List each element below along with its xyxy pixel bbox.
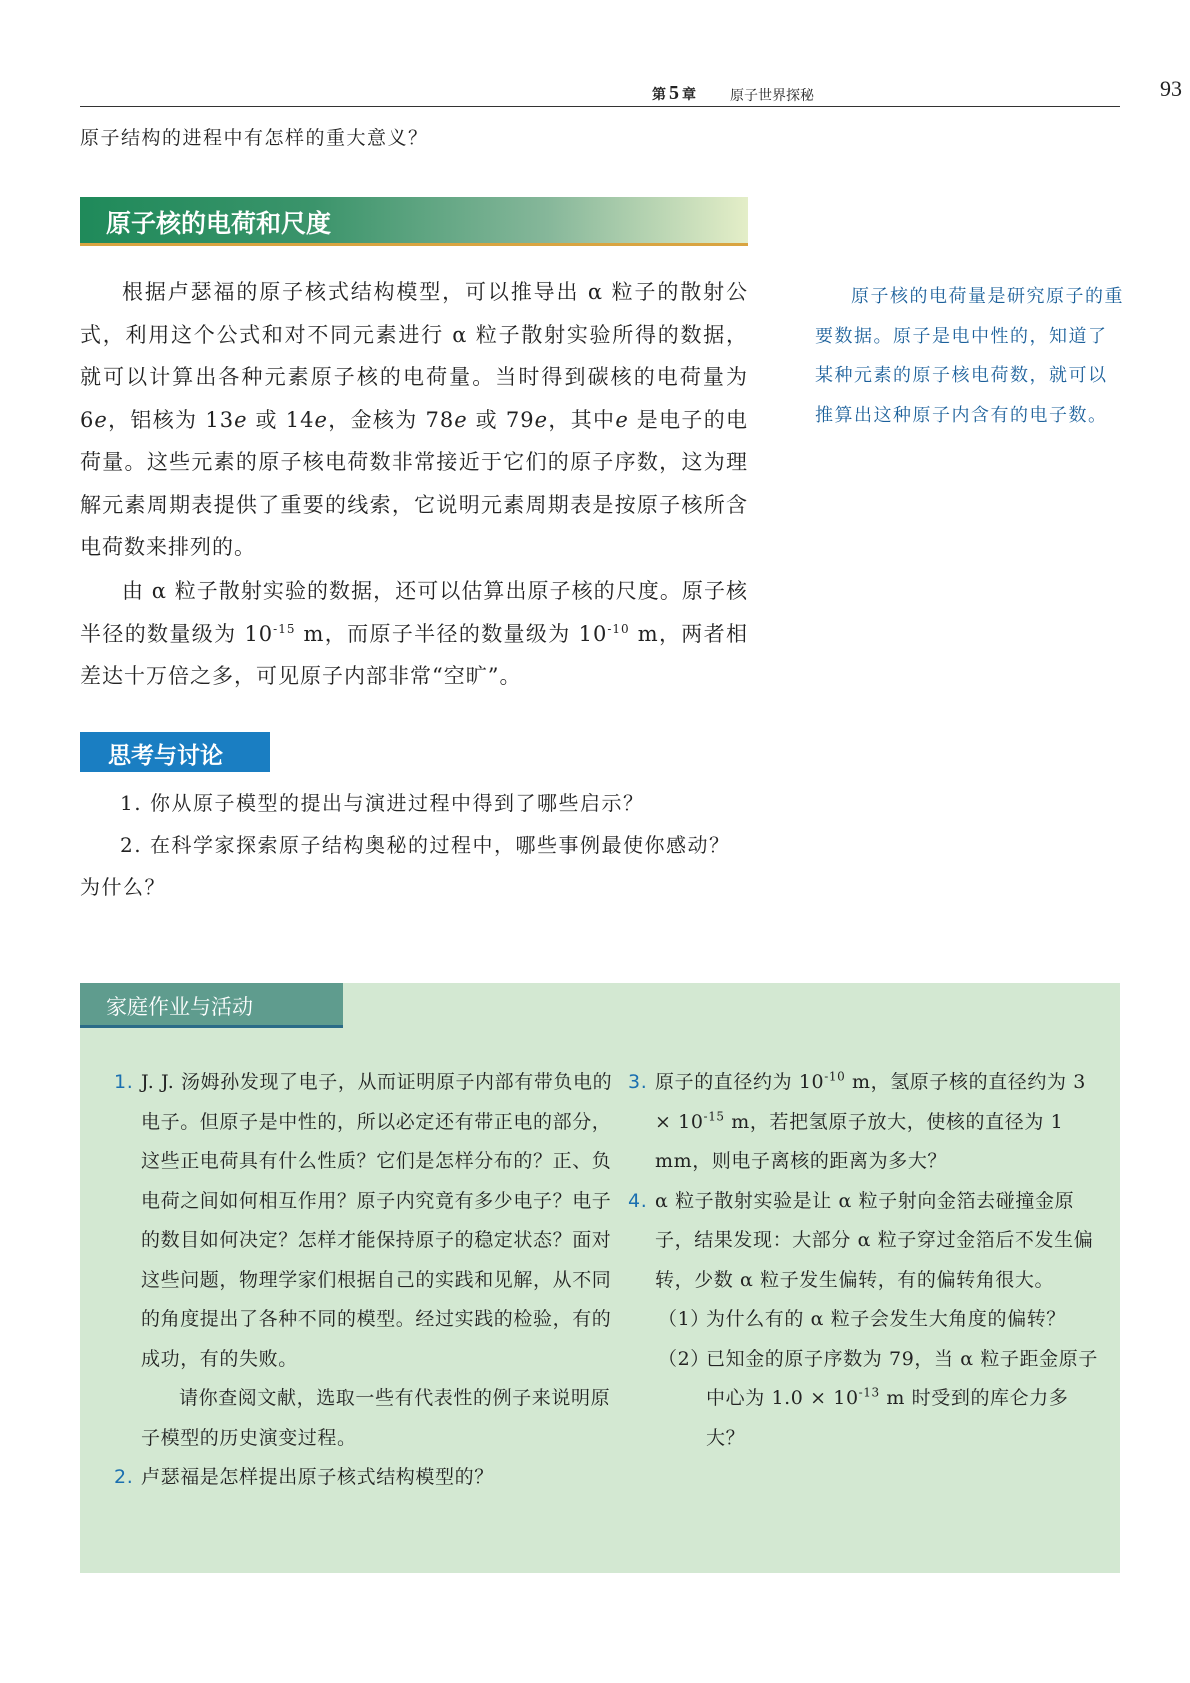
exponent-2: -10	[607, 621, 630, 636]
item-number: 4.	[628, 1189, 648, 1212]
item-number: 1.	[114, 1071, 134, 1093]
item3-text-b: m，氢原子核的直径约为 3 × 10	[655, 1071, 1086, 1133]
chapter-prefix: 第	[652, 86, 666, 102]
section-heading-bar	[80, 197, 748, 246]
discussion-question-2: 2. 在科学家探索原子结构奥秘的过程中，哪些事例最使你感动？为什么？	[80, 833, 731, 899]
exponent: -10	[824, 1069, 846, 1084]
homework-item-1-extra: 请你查阅文献，选取一些有代表性的例子来说明原子模型的历史演变过程。	[141, 1387, 611, 1449]
para1-e-1: e	[94, 407, 108, 432]
discussion-heading-bar	[80, 732, 270, 772]
exponent: -15	[703, 1109, 725, 1124]
subitem-number: （1）	[658, 1308, 710, 1330]
body-paragraph-2	[80, 570, 748, 698]
homework-left-column	[114, 1063, 614, 1498]
item3-text-c: m，若把氢原子放大，使核的直径为 1 mm，则电子离核的距离为多大？	[655, 1110, 1064, 1172]
homework-item-1-text: J. J. 汤姆孙发现了电子，从而证明原子内部有带负电的电子。但原子是中性的，所以必定还有带正电的部分，这些正电荷具有什么性质？它们是怎样分布的？正、负电荷之间如何相互作用？原子内究竟有多少电子？电子的数目如何决定？怎样才能保持原子的稳定状态？面对这些问题，物理学家们根据自己的实践和见解，从不同的角度提出了各种不同的模型。经过实践的检验，有的成功，有的失败。	[141, 1071, 613, 1370]
homework-right-column	[628, 1063, 1098, 1458]
para1-text-d: ，金核为 78	[327, 407, 455, 432]
para1-text-b: ，铝核为 13	[107, 407, 235, 432]
page-number: 93	[1160, 76, 1182, 101]
homework-subitem-1	[628, 1300, 1098, 1340]
exponent-1: -15	[273, 621, 296, 636]
homework-box	[80, 983, 1120, 1573]
discussion-title: 思考与讨论	[108, 743, 223, 769]
subitem-number: （2）	[658, 1347, 710, 1370]
homework-subitem-2	[628, 1340, 1098, 1459]
para1-text-f: 或 79	[467, 407, 535, 432]
discussion-question-1: 1. 你从原子模型的提出与演进过程中得到了哪些启示？	[120, 791, 645, 815]
para1-e-3: e	[314, 407, 328, 432]
homework-title: 家庭作业与活动	[106, 995, 253, 1019]
chapter-number: 5	[669, 82, 679, 104]
homework-item-2-text: 卢瑟福是怎样提出原子核式结构模型的？	[141, 1466, 494, 1488]
para1-e-4: e	[454, 407, 468, 432]
homework-item-1	[114, 1063, 614, 1458]
item3-text-a: 原子的直径约为 10	[655, 1071, 825, 1093]
para2-text-a: 由 α 粒子散射实验的数据，还可以估算出原子核的尺度。原子核半径的数量级为 10	[80, 579, 748, 646]
homework-item-4-text: α 粒子散射实验是让 α 粒子射向金箔去碰撞金原子，结果发现：大部分 α 粒子穿过金箔后不发生偏转，少数 α 粒子发生偏转，有的偏转角很大。	[655, 1189, 1094, 1291]
para2-text-b: m，而原子半径的数量级为 10	[295, 621, 608, 646]
para2-text-c: m，两者相差达十万倍之多，可见原子内部非常“空旷”。	[80, 621, 748, 688]
para1-text-h: 是电子的电荷量。这些元素的原子核电荷数非常接近于它们的原子序数，这为理解元素周期表提供了重要的线索，它说明元素周期表是按原子核所含电荷数来排列的。	[80, 407, 749, 559]
sub2-text-a: 已知金的原子序数为 79，当 α 粒子距金原子中心为 1.0 × 10	[706, 1347, 1098, 1409]
chapter-suffix: 章	[682, 86, 696, 102]
para1-text-a: 根据卢瑟福的原子核式结构模型，可以推导出 α 粒子的散射公式，利用这个公式和对不同元素进行 α 粒子散射实验所得的数据，就可以计算出各种元素原子核的电荷量。当时得到碳核的电荷量为 6	[80, 280, 748, 432]
homework-item-3-text	[655, 1063, 1098, 1182]
body-paragraph-1	[80, 271, 748, 569]
homework-item-3	[628, 1063, 1098, 1182]
intro-line: 原子结构的进程中有怎样的重大意义？	[80, 127, 429, 149]
para1-text-g: ，其中	[548, 407, 616, 432]
homework-item-4	[628, 1182, 1098, 1301]
para1-e-5: e	[534, 407, 549, 432]
chapter-title: 原子世界探秘	[730, 87, 814, 103]
homework-subitem-1-text: 为什么有的 α 粒子会发生大角度的偏转？	[706, 1308, 1066, 1330]
homework-subitem-2-text	[706, 1340, 1098, 1459]
section-title: 原子核的电荷和尺度	[106, 209, 332, 238]
chapter-label	[652, 82, 696, 105]
margin-note: 原子核的电荷量是研究原子的重要数据。原子是电中性的，知道了某种元素的原子核电荷数，就可以推算出这种原子内含有的电子数。	[815, 286, 1124, 426]
sub2-text-b: m 时受到的库仑力多大？	[706, 1387, 1069, 1449]
para1-e-2: e	[234, 407, 248, 432]
discussion-questions	[80, 782, 748, 908]
item-number: 2.	[114, 1466, 134, 1488]
page-header	[80, 70, 1182, 107]
item-number: 3.	[628, 1071, 648, 1093]
homework-heading-tab	[80, 983, 343, 1028]
para1-text-c: 或 14	[247, 407, 315, 432]
exponent: -13	[858, 1385, 880, 1400]
para1-e-6: e	[615, 407, 629, 432]
homework-item-2	[114, 1458, 614, 1498]
